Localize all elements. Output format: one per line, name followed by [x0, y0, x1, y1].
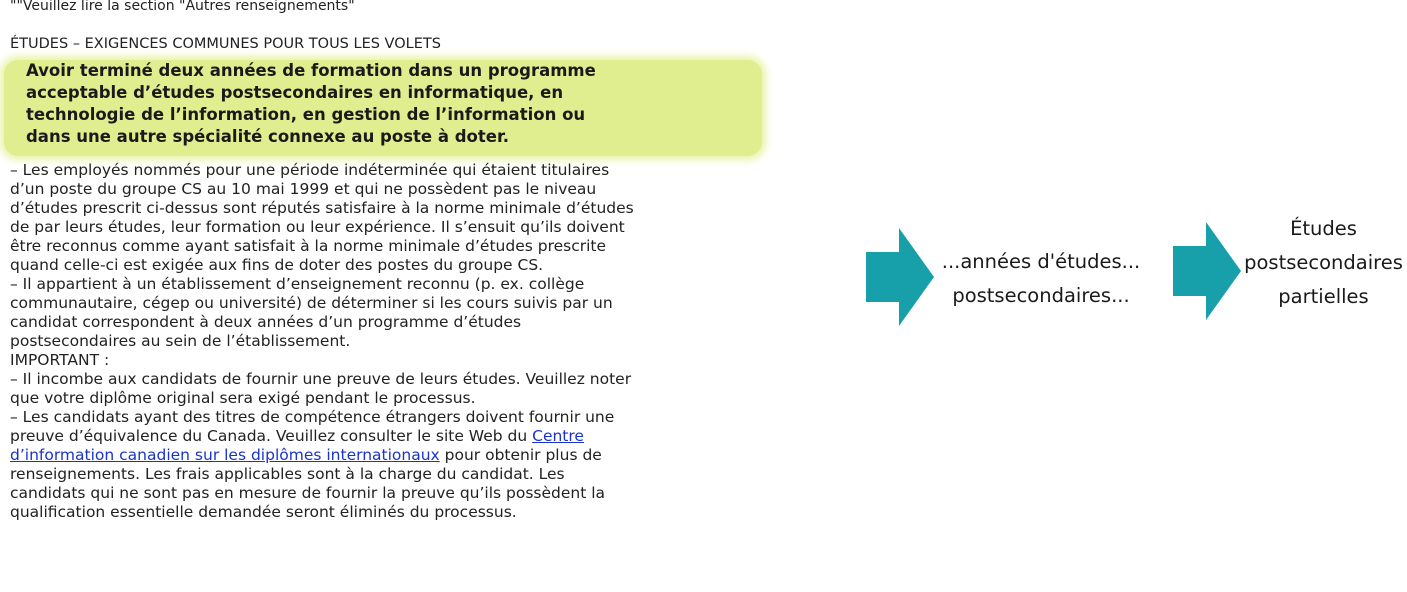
flow-label-line: postsecondaires: [1244, 251, 1403, 274]
body-line: quand celle-ci est exigée aux fins de doter des postes du groupe CS.: [10, 256, 544, 274]
body-line: – Les candidats ayant des titres de compétence étrangers doivent fournir une: [10, 408, 615, 426]
flow-label-line: postsecondaires...: [952, 284, 1130, 307]
note-line: ""Veuillez lire la section "Autres renseignements": [10, 0, 355, 14]
body-line: qualification essentielle demandée seront éliminés du processus.: [10, 503, 517, 521]
arrow-right-icon: [866, 228, 934, 326]
body-line: candidat correspondent à deux années d’un programme d’études: [10, 313, 522, 331]
flow-label-etudes: [1240, 212, 1407, 314]
highlighted-requirement: [26, 60, 596, 148]
centre-link[interactable]: Centre: [532, 427, 584, 445]
body-line: être reconnus comme ayant satisfait à la norme minimale d’études prescrite: [10, 237, 607, 255]
highlight-line: Avoir terminé deux années de formation dans un programme: [26, 61, 596, 80]
flow-label-annees: [936, 245, 1146, 313]
body-line: [0, 427, 634, 446]
body-line: de par leurs études, leur formation ou leur expérience. Il s’ensuit qu’ils doivent: [10, 218, 625, 236]
body-line: [0, 446, 634, 465]
highlight-line: acceptable d’études postsecondaires en informatique, en: [26, 83, 564, 102]
body-line: candidats qui ne sont pas en mesure de fournir la preuve qu’ils possèdent la: [10, 484, 606, 502]
centre-link-continued[interactable]: d’information canadien sur les diplômes internationaux: [10, 446, 440, 464]
body-line: renseignements. Les frais applicables sont à la charge du candidat. Les: [10, 465, 565, 483]
flow-label-line: Études: [1290, 217, 1357, 240]
body-line: – Les employés nommés pour une période indéterminée qui étaient titulaires: [10, 161, 610, 179]
section-heading: ÉTUDES – EXIGENCES COMMUNES POUR TOUS LES VOLETS: [10, 36, 441, 52]
flow-label-line: ...années d'études...: [941, 250, 1141, 273]
body-text: preuve d’équivalence du Canada. Veuillez consulter le site Web du: [10, 427, 533, 445]
body-line: – Il appartient à un établissement d’enseignement reconnu (p. ex. collège: [10, 275, 585, 293]
body-line: d’un poste du groupe CS au 10 mai 1999 et qui ne possèdent pas le niveau: [10, 180, 597, 198]
body-line: que votre diplôme original sera exigé pendant le processus.: [10, 389, 476, 407]
highlight-line: dans une autre spécialité connexe au poste à doter.: [26, 127, 510, 146]
requirements-body: [0, 161, 634, 522]
body-line: – Il incombe aux candidats de fournir une preuve de leurs études. Veuillez noter: [10, 370, 632, 388]
arrow-right-icon: [1173, 222, 1241, 320]
body-line: d’études prescrit ci-dessus sont réputés satisfaire à la norme minimale d’études: [10, 199, 634, 217]
body-line: postsecondaires au sein de l’établissement.: [10, 332, 351, 350]
flow-label-line: partielles: [1278, 285, 1369, 308]
highlight-line: technologie de l’information, en gestion de l’information ou: [26, 105, 586, 124]
important-heading: IMPORTANT :: [10, 351, 110, 369]
body-text: pour obtenir plus de: [439, 446, 602, 464]
body-line: communautaire, cégep ou université) de déterminer si les cours suivis par un: [10, 294, 613, 312]
